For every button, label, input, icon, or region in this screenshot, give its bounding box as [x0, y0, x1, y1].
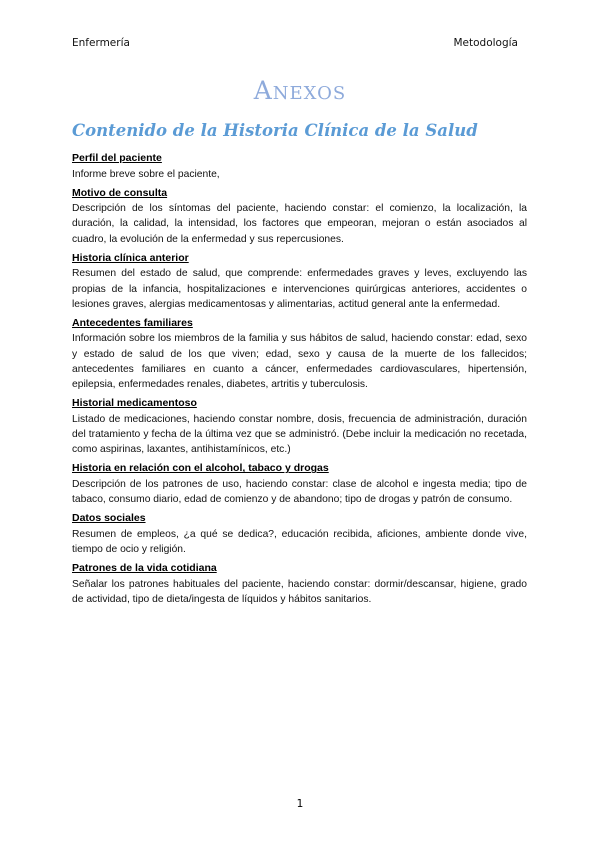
section-title: Datos sociales: [72, 512, 146, 525]
section-body: Resumen de empleos, ¿a qué se dedica?, educación recibida, aficiones, ambiente donde vive, tiempo de ocio y religión.: [72, 528, 527, 555]
section-body: Informe breve sobre el paciente,: [72, 168, 220, 180]
section-title: Patrones de la vida cotidiana: [72, 562, 217, 575]
section-body: Listado de medicaciones, haciendo constar nombre, dosis, frecuencia de administración, duración del tratamiento y fecha de la última vez que se administró. (Debe incluir la medicación no recetada, como aspirinas, laxantes, antihistamínicos, etc.): [72, 413, 527, 456]
section-patrones-vida-cotidiana: [72, 561, 527, 607]
section-datos-sociales: [72, 511, 527, 557]
section-title: Antecedentes familiares: [72, 316, 193, 329]
document-title: Anexos: [253, 76, 347, 105]
section-alcohol-tabaco-drogas: [72, 461, 527, 507]
section-body: Señalar los patrones habituales del paciente, haciendo constar: dormir/descansar, higiene, grado de actividad, tipo de dieta/ingesta de líquidos y hábitos sanitarios.: [72, 578, 527, 605]
section-title: Motivo de consulta: [72, 186, 168, 199]
section-body: Información sobre los miembros de la familia y sus hábitos de salud, haciendo constar: edad, sexo y estado de salud de los que viven; edad, sexo y causa de la muerte de los fallecidos; antecedentes familiares en cuanto a cáncer, enfermedades cardiovasculares, hipertensión, epilepsia, enfermedades renales, diabetes, artritis y tuberculosis.: [72, 333, 527, 391]
section-body: Resumen del estado de salud, que comprende: enfermedades graves y leves, excluyendo las propias de la infancia, hospitalizaciones e intervenciones quirúrgicas anteriores, accidentes o lesiones graves, alergias medicamentosas y alimentarias, actitud general ante la enfermedad.: [72, 268, 527, 310]
section-motivo-consulta: [72, 186, 527, 247]
header-left: Enfermería: [72, 37, 130, 49]
page-number: 1: [296, 798, 304, 810]
sections-container: [72, 151, 527, 611]
section-title: Historial medicamentoso: [72, 397, 197, 410]
section-body: Descripción de los patrones de uso, haciendo constar: clase de alcohol e ingesta media; tipo de tabaco, consumo diario, edad de comienzo y de abandono; tipo de drogas y patrón de consumo.: [72, 478, 527, 506]
header-right: Metodología: [453, 37, 518, 49]
section-title: Perfil del paciente: [72, 152, 162, 164]
section-historial-medicamentoso: [72, 396, 527, 457]
section-perfil-paciente: [72, 151, 527, 182]
section-title: Historia en relación con el alcohol, tabaco y drogas: [72, 462, 329, 475]
section-body: Descripción de los síntomas del paciente, haciendo constar: el comienzo, la localización, la duración, la calidad, la intensidad, los factores que empeoran, mejoran o están asociados al cuadro, la evolución de la enfermedad y sus repercusiones.: [72, 203, 527, 245]
section-title: Historia clínica anterior: [72, 251, 189, 264]
section-antecedentes-familiares: [72, 316, 527, 392]
section-historia-clinica-anterior: [72, 251, 527, 312]
document-subtitle: Contenido de la Historia Clínica de la Salud: [72, 121, 478, 140]
